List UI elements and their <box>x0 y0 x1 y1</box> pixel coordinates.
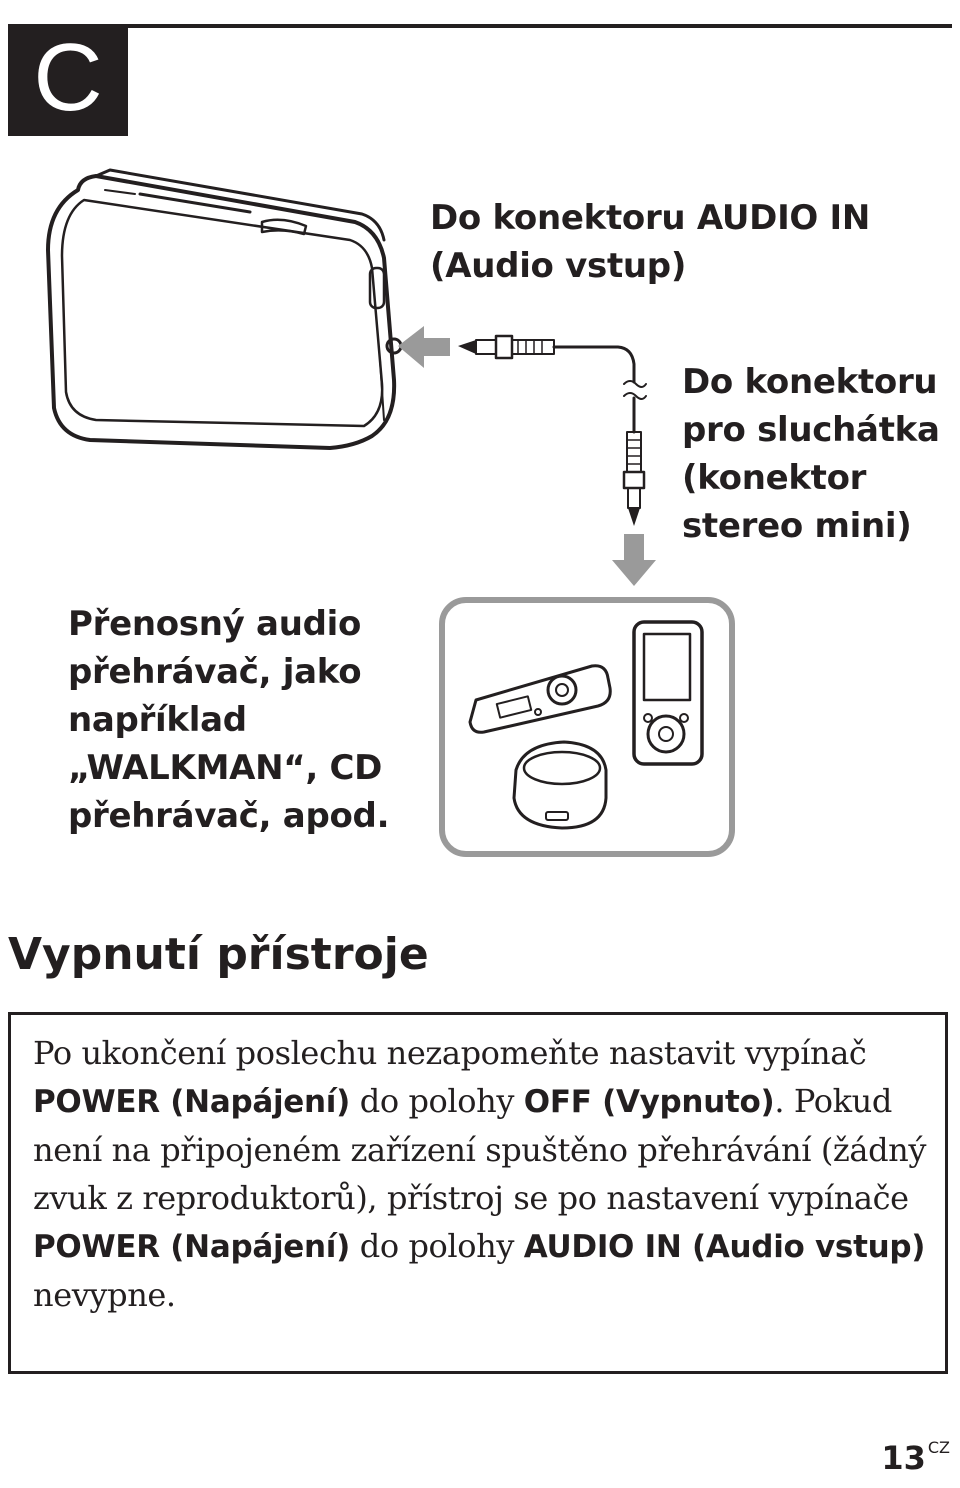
speaker-unit-icon <box>48 170 401 448</box>
audio-cable-icon <box>458 336 646 526</box>
portable-player-label: Přenosný audio přehrávač, jako například „WALKMAN“, CD přehrávač, apod. <box>68 604 390 836</box>
section-rule <box>128 24 952 28</box>
section-heading: Vypnutí přístroje <box>8 929 429 980</box>
players-frame <box>442 600 732 854</box>
page-lang-code: CZ <box>927 1438 950 1457</box>
page-number: 13 $^{CZ}$ <box>881 1438 950 1477</box>
arrow-left-icon <box>398 326 450 368</box>
audio-in-label: Do konektoru AUDIO IN (Audio vstup) <box>430 198 871 286</box>
section-letter: C <box>33 24 103 131</box>
section-marker <box>8 24 128 136</box>
cd-player-icon <box>514 742 606 828</box>
note-text: Po ukončení poslechu nezapomeňte nastavit vypínač POWER (Napájení) do polohy OFF (Vypnuto). Pokud není na připojeném zařízení spuštěno přehrávání (žádný zvuk z reproduktorů), přístroj se po nastavení vypínače POWER (Napájení) do polohy AUDIO IN (Audio vstup) nevypne. <box>33 1034 927 1314</box>
headphone-jack-label: Do konektoru pro sluchátka (konektor stereo mini) <box>682 362 940 546</box>
walkman-icon <box>634 622 702 764</box>
portable-player-icon <box>470 666 610 733</box>
note-box <box>8 1012 948 1374</box>
arrow-down-icon <box>612 534 656 586</box>
